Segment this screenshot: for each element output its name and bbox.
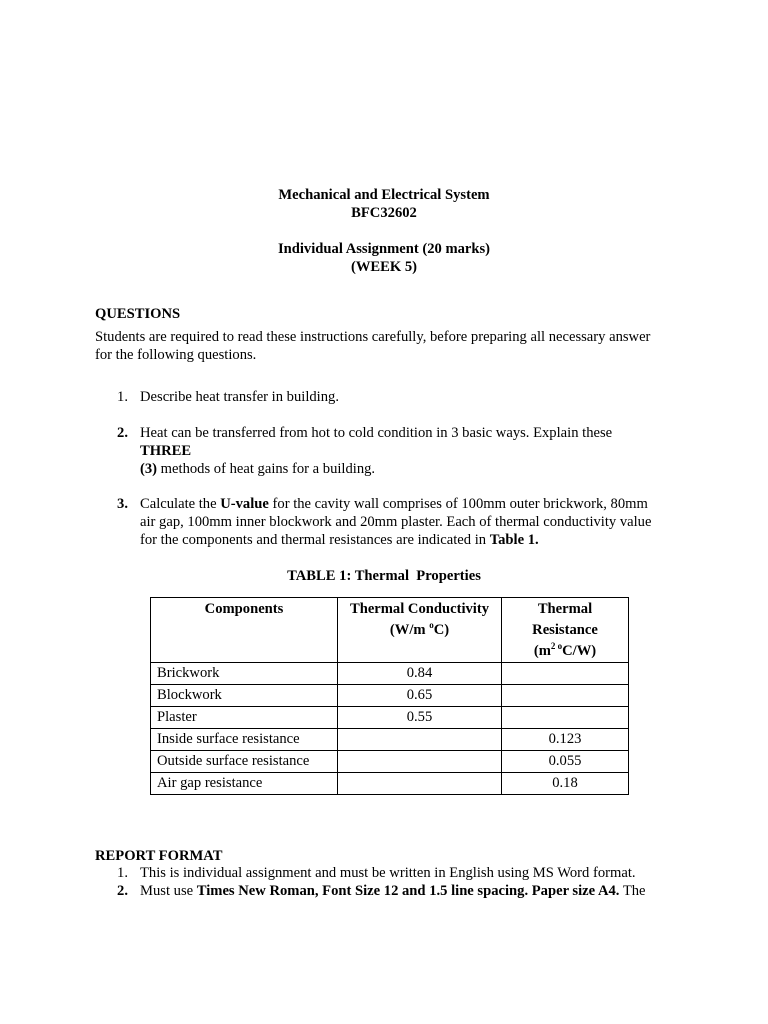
question-3-table-ref: Table 1. [489,532,539,548]
question-2-line-2: THREE [140,443,192,459]
table-row [151,773,629,795]
report-item-2-c: The [619,883,646,899]
week-label: (WEEK 5) [350,259,418,275]
cell-conductivity [338,729,502,751]
intro-line-2: for the following questions. [95,347,257,363]
cell-resistance: 0.18 [502,773,629,795]
questions-heading: QUESTIONS [95,306,181,322]
unit-part-a: (W/m [389,622,430,638]
question-3-line-3 [140,531,539,549]
cell-resistance: 0.123 [502,729,629,751]
question-1-text: Describe heat transfer in building. [140,389,339,405]
cell-component: Inside surface resistance [151,729,338,751]
assignment-title: Individual Assignment (20 marks) [277,241,491,257]
table-row [151,751,629,773]
table-row [151,729,629,751]
table-header-row [151,598,629,663]
unit-part-b: C) [433,622,450,638]
report-item-2-number: 2. [117,883,128,899]
cell-resistance [502,663,629,685]
cell-component: Air gap resistance [151,773,338,795]
report-item-2-a: Must use [140,883,197,899]
question-2-number: 2. [117,425,128,441]
course-title: Mechanical and Electrical System [278,187,490,203]
cell-component: Plaster [151,707,338,729]
cell-resistance [502,685,629,707]
cell-component: Brickwork [151,663,338,685]
question-3-text-a: Calculate the [140,496,221,512]
res-unit-sup: 2 o [550,641,563,652]
cell-conductivity [338,751,502,773]
course-code: BFC32602 [351,205,417,221]
question-3-u-value: U-value [220,496,269,512]
cell-component: Blockwork [151,685,338,707]
unit-sup: o [429,620,434,631]
res-unit-part-b: C/W) [562,643,597,659]
header-resistance-label-2: Resistance [532,622,598,638]
cell-conductivity: 0.55 [338,707,502,729]
question-3-number: 3. [117,496,128,512]
report-item-1-number: 1. [117,865,128,881]
report-item-2-format: Times New Roman, Font Size 12 and 1.5 line spacing. Paper size A4. [196,883,620,899]
cell-conductivity [338,773,502,795]
res-unit-part-a: (m [533,643,551,659]
question-2-line-3-rest: methods of heat gains for a building. [157,461,376,477]
question-2-line-1: Heat can be transferred from hot to cold condition in 3 basic ways. Explain these [140,425,613,441]
question-2-count: (3) [140,461,158,477]
question-3-line-1 [140,495,648,513]
report-item-2-text [140,882,646,900]
header-conductivity-label: Thermal Conductivity [349,601,490,617]
header-conductivity [338,598,502,663]
header-resistance [502,598,629,663]
question-3-text-d: for the components and thermal resistances are indicated in [140,532,490,548]
header-conductivity-unit [344,620,495,641]
table-caption: TABLE 1: Thermal Properties [287,568,481,584]
header-resistance-unit [508,641,622,662]
question-2-line-3 [140,460,375,478]
thermal-properties-table [150,597,629,795]
question-1-number: 1. [117,389,128,405]
question-3-text-c: for the cavity wall comprises of 100mm outer brickwork, 80mm [268,496,648,512]
table-row [151,685,629,707]
intro-line-1: Students are required to read these instructions carefully, before preparing all necessary answer [95,329,651,345]
cell-resistance [502,707,629,729]
header-resistance-label-1: Thermal [537,601,593,617]
cell-component: Outside surface resistance [151,751,338,773]
cell-conductivity: 0.65 [338,685,502,707]
cell-conductivity: 0.84 [338,663,502,685]
header-components [151,598,338,663]
cell-resistance: 0.055 [502,751,629,773]
question-3-line-2: air gap, 100mm inner blockwork and 20mm plaster. Each of thermal conductivity value [140,514,652,530]
header-components-label: Components [204,601,284,617]
report-heading: REPORT FORMAT [95,848,223,864]
report-item-1-text: This is individual assignment and must be written in English using MS Word format. [140,865,636,881]
table-row [151,707,629,729]
table-row [151,663,629,685]
